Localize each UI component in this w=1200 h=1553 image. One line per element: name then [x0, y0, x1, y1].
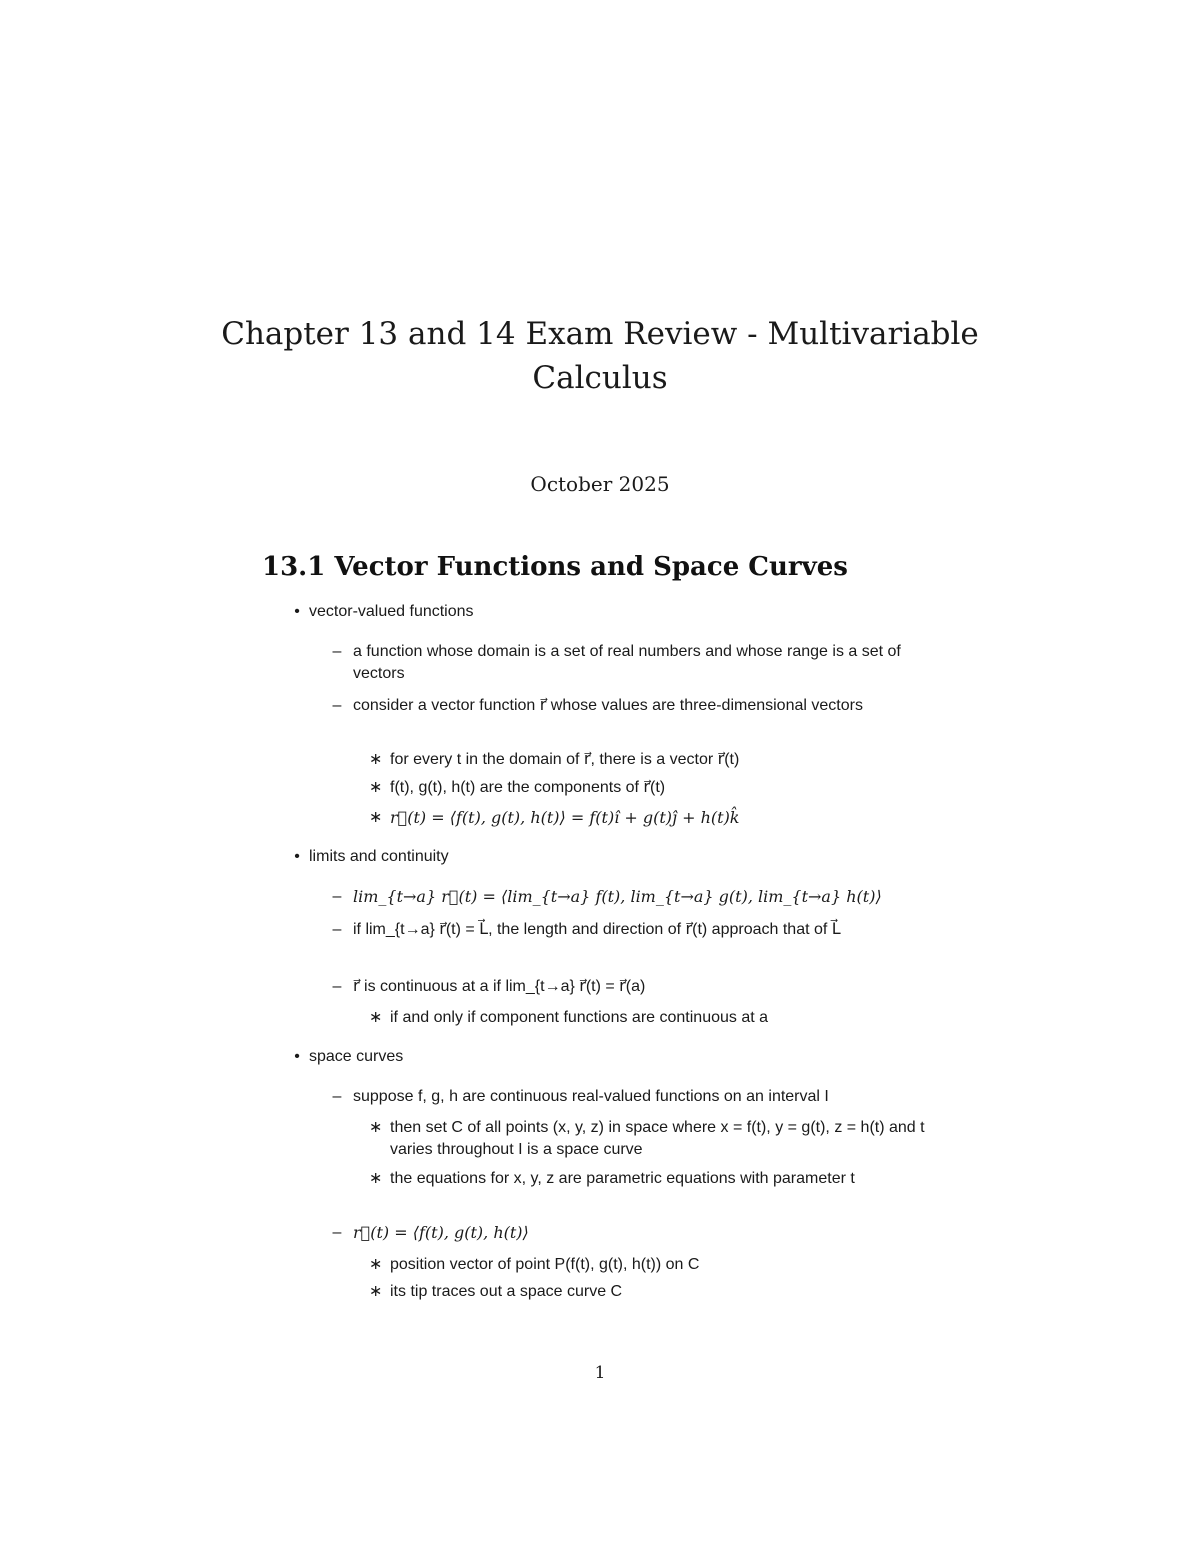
bullet-dash-icon: – — [332, 1088, 342, 1105]
item-text: consider a vector function r⃗ whose values are three-dimensional vectors — [353, 697, 863, 714]
list-item — [353, 976, 645, 998]
list-item — [390, 1117, 938, 1161]
item-formula: r⃗(t) = ⟨f(t), g(t), h(t)⟩ — [353, 1223, 529, 1242]
item-text: suppose f, g, h are continuous real-valued functions on an interval I — [353, 1088, 829, 1105]
bullet-dot-icon: • — [294, 848, 300, 865]
list-item — [390, 1168, 938, 1190]
list-item — [309, 601, 474, 623]
bullet-dash-icon: – — [332, 978, 342, 995]
list-item — [353, 886, 882, 909]
item-text: the equations for x, y, z are parametric equations with parameter t — [390, 1170, 855, 1187]
list-item — [309, 1046, 403, 1068]
list-item — [390, 807, 740, 830]
bullet-star-icon: ∗ — [369, 1009, 383, 1026]
item-text: if lim_{t→a} r⃗(t) = L⃗, the length and direction of r⃗(t) approach that of L⃗ — [353, 921, 841, 938]
item-text: f(t), g(t), h(t) are the components of r⃗(t) — [390, 779, 666, 796]
item-text: its tip traces out a space curve C — [390, 1283, 623, 1300]
item-text: position vector of point P(f(t), g(t), h(t)) on C — [390, 1256, 700, 1273]
list-item — [353, 919, 938, 941]
list-item — [390, 1007, 768, 1029]
bullet-star-icon: ∗ — [369, 1170, 383, 1187]
list-item — [390, 1281, 622, 1303]
bullet-dot-icon: • — [294, 1048, 300, 1065]
bullet-dash-icon: – — [332, 921, 342, 938]
item-text: vector-valued functions — [309, 603, 474, 620]
bullet-dash-icon: – — [332, 1224, 342, 1241]
bullet-star-icon: ∗ — [369, 1283, 383, 1300]
item-text: space curves — [309, 1048, 404, 1065]
list-item — [390, 777, 665, 799]
item-text: for every t in the domain of r⃗, there is a vector r⃗(t) — [390, 751, 740, 768]
bullet-dot-icon: • — [294, 603, 300, 620]
list-item — [353, 1086, 829, 1108]
document-date: October 2025 — [530, 472, 670, 496]
section-heading: 13.1 Vector Functions and Space Curves — [262, 552, 848, 582]
item-formula: lim_{t→a} r⃗(t) = ⟨lim_{t→a} f(t), lim_{t→a} g(t), lim_{t→a} h(t)⟩ — [353, 887, 882, 906]
bullet-star-icon: ∗ — [369, 1119, 383, 1136]
item-text: limits and continuity — [309, 848, 449, 865]
bullet-star-icon: ∗ — [369, 751, 383, 768]
list-item — [353, 695, 938, 717]
list-item — [390, 749, 739, 771]
list-item — [353, 641, 938, 685]
item-text: if and only if component functions are continuous at a — [390, 1009, 769, 1026]
item-text: then set C of all points (x, y, z) in space where x = f(t), y = g(t), z = h(t) and t varies throughout I is a space curve — [390, 1119, 925, 1158]
bullet-star-icon: ∗ — [369, 779, 383, 796]
item-formula: r⃗(t) = ⟨f(t), g(t), h(t)⟩ = f(t)î + g(t)ĵ + h(t)k̂ — [390, 808, 740, 827]
document-title: Chapter 13 and 14 Exam Review - Multivariable Calculus — [221, 316, 979, 396]
bullet-dash-icon: – — [332, 643, 342, 660]
item-text: r⃗ is continuous at a if lim_{t→a} r⃗(t) = r⃗(a) — [353, 978, 646, 995]
page-number: 1 — [594, 1363, 606, 1383]
bullet-star-icon: ∗ — [369, 809, 383, 826]
bullet-dash-icon: – — [332, 888, 342, 905]
item-text: a function whose domain is a set of real numbers and whose range is a set of vectors — [353, 643, 901, 682]
list-item — [390, 1254, 699, 1276]
bullet-star-icon: ∗ — [369, 1256, 383, 1273]
list-item — [309, 846, 449, 868]
list-item — [353, 1222, 529, 1245]
bullet-dash-icon: – — [332, 697, 342, 714]
